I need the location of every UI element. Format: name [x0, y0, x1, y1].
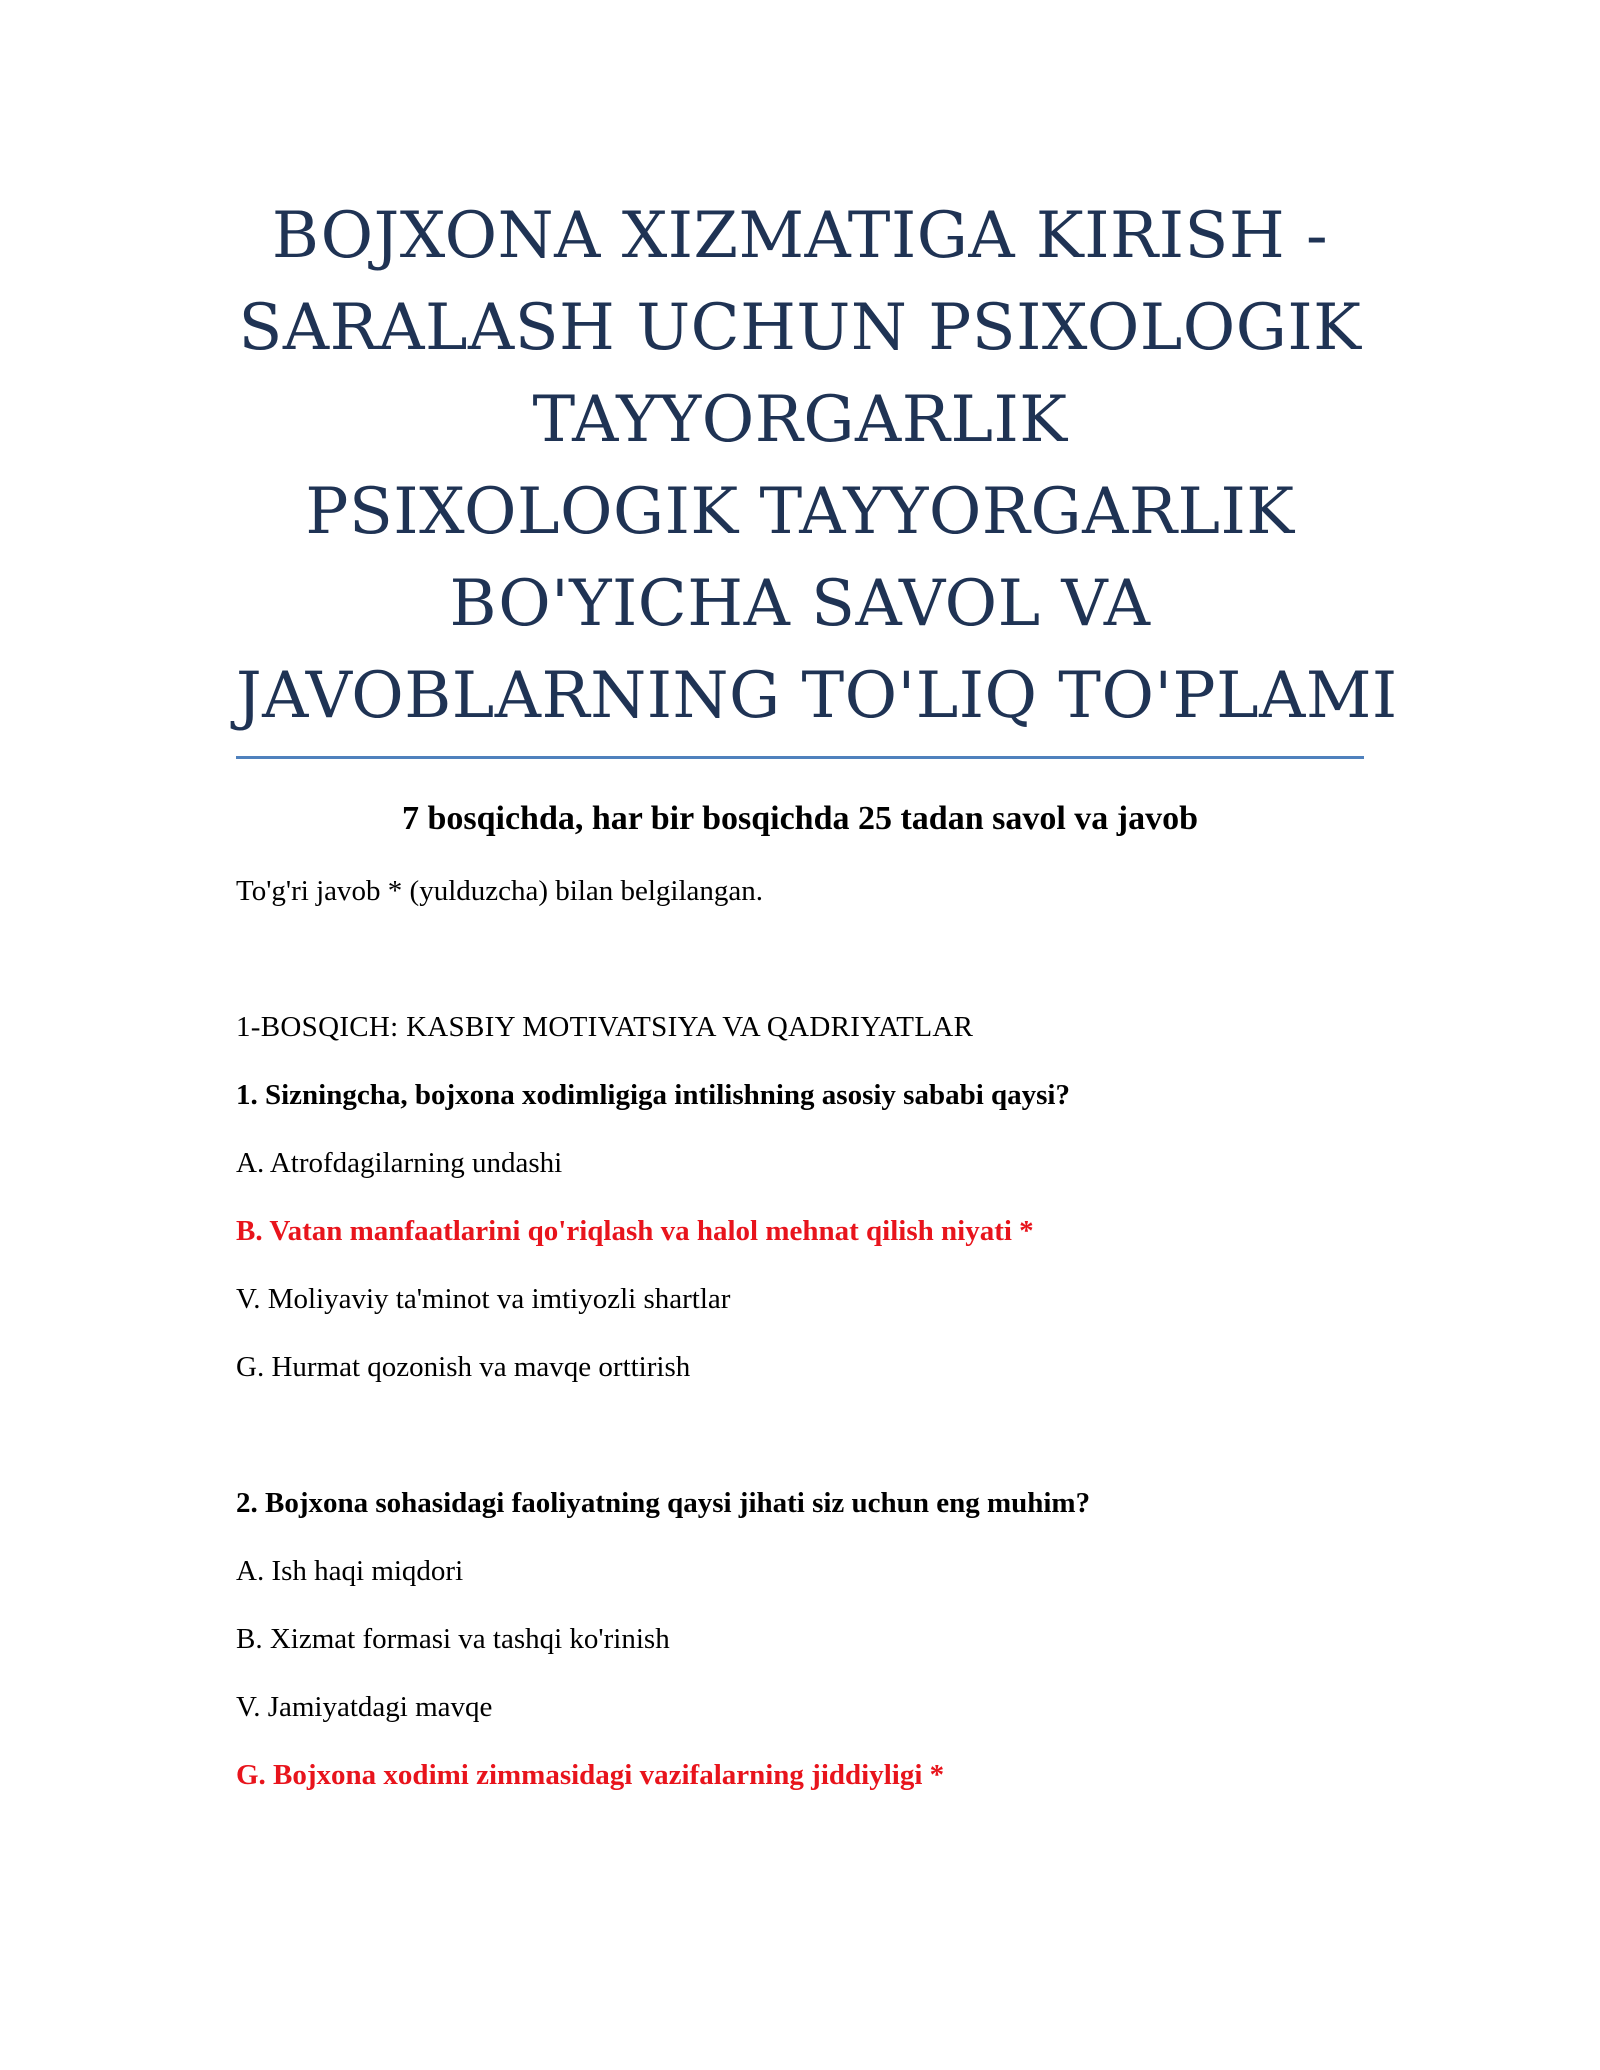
title-line: PSIXOLOGIK TAYYORGARLIK — [305, 475, 1295, 549]
answer-option: B. Xizmat formasi va tashqi ko'rinish — [236, 1623, 670, 1655]
document-title — [236, 190, 1398, 742]
question-block-1 — [236, 1077, 1364, 1385]
title-line: TAYYORGARLIK — [532, 383, 1068, 457]
answer-option-correct: G. Bojxona xodimi zimmasidagi vazifalarning jiddiyligi * — [236, 1759, 945, 1791]
question-block-2 — [236, 1485, 1364, 1793]
question-text: 1. Sizningcha, bojxona xodimligiga intilishning asosiy sababi qaysi? — [236, 1079, 1070, 1111]
answer-option: V. Moliyaviy ta'minot va imtiyozli shartlar — [236, 1283, 731, 1315]
title-line: JAVOBLARNING TO'LIQ TO'PLAMI — [236, 659, 1398, 733]
answer-key-note: To'g'ri javob * (yulduzcha) bilan belgilangan. — [236, 875, 764, 907]
title-line: BOJXONA XIZMATIGA KIRISH - — [271, 199, 1329, 273]
title-line: SARALASH UCHUN PSIXOLOGIK — [238, 291, 1362, 365]
question-text: 2. Bojxona sohasidagi faoliyatning qaysi jihati siz uchun eng muhim? — [236, 1487, 1091, 1519]
answer-option: A. Atrofdagilarning undashi — [236, 1147, 563, 1179]
document-subtitle: 7 bosqichda, har bir bosqichda 25 tadan savol va javob — [401, 800, 1199, 837]
answer-option: G. Hurmat qozonish va mavqe orttirish — [236, 1351, 691, 1383]
title-line: BO'YICHA SAVOL VA — [449, 567, 1151, 641]
stage-heading: 1-BOSQICH: KASBIY MOTIVATSIYA VA QADRIYATLAR — [236, 1011, 974, 1043]
title-underline-rule — [236, 756, 1364, 759]
document-page — [236, 190, 1398, 1793]
answer-option: A. Ish haqi miqdori — [236, 1555, 464, 1587]
answer-option: V. Jamiyatdagi mavqe — [236, 1691, 493, 1723]
answer-option-correct: B. Vatan manfaatlarini qo'riqlash va halol mehnat qilish niyati * — [236, 1215, 1034, 1247]
